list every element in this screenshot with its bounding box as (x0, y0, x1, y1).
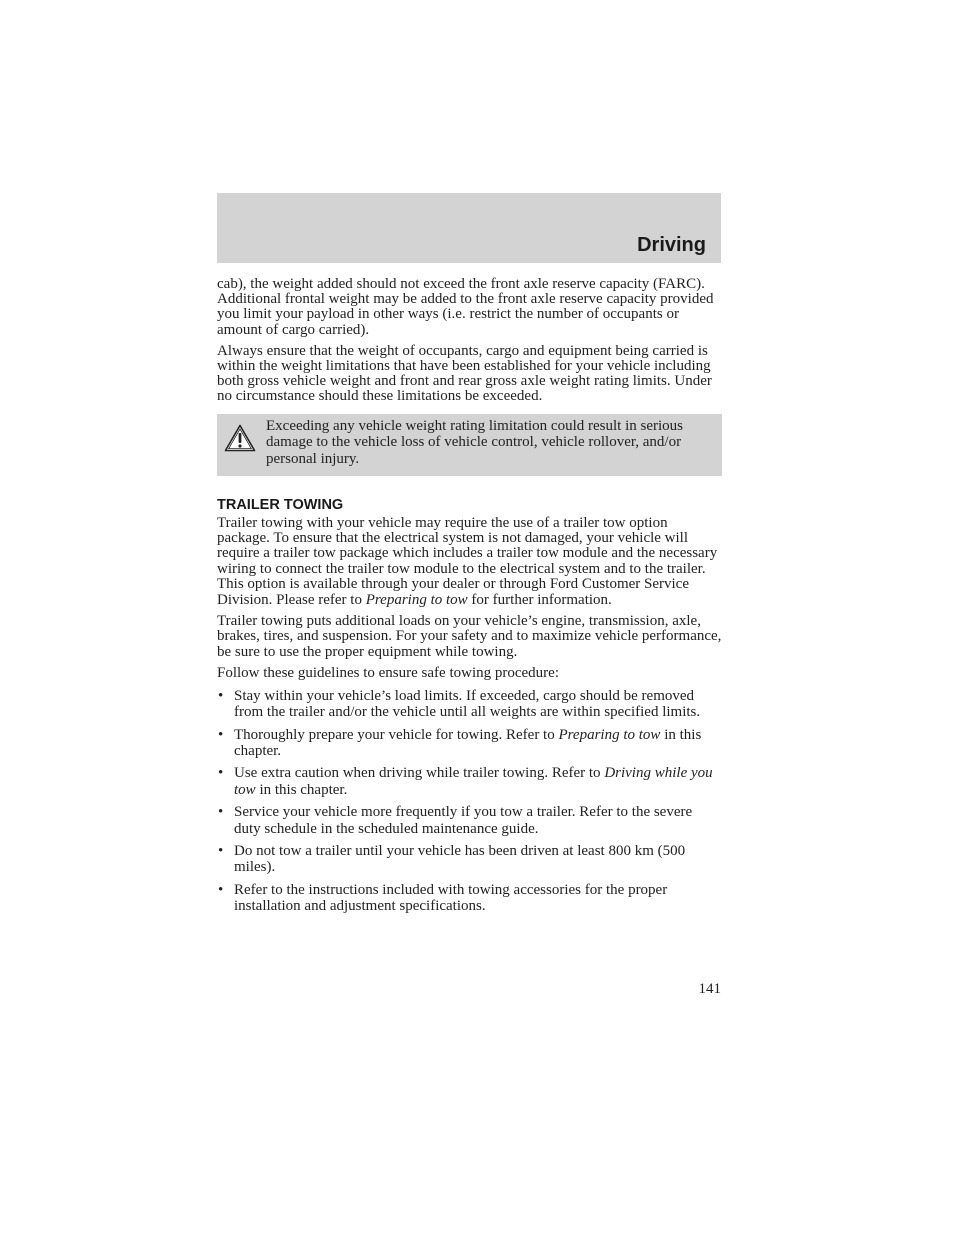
guidelines-list (217, 688, 722, 915)
text-run: Stay within your vehicle’s load limits. If exceeded, cargo should be removed from the trailer and/or the vehicle until all weights are within specified limits. (234, 687, 701, 721)
bullet-icon: • (218, 726, 224, 743)
text-run: Refer to the instructions included with towing accessories for the proper installation and adjustment specifications. (234, 881, 668, 915)
reference-preparing-to-tow: Preparing to tow (365, 591, 468, 608)
bullet-icon: • (218, 765, 224, 782)
section-title: Driving (637, 234, 706, 256)
page-content (217, 277, 722, 921)
list-item (217, 727, 722, 760)
list-item (217, 843, 722, 876)
reference: Preparing to tow (558, 726, 661, 743)
warning-box (217, 414, 722, 476)
bullet-icon: • (218, 842, 224, 859)
paragraph-farc: cab), the weight added should not exceed the front axle reserve capacity (FARC). Additional frontal weight may be added to the front axle reserve capacity provided you limit your payload in other ways (i.e. restrict the number of occupants or amount of cargo carried). (217, 276, 714, 338)
paragraph-guidelines-intro: Follow these guidelines to ensure safe towing procedure: (217, 665, 559, 682)
page-number: 141 (698, 981, 721, 997)
bullet-icon: • (218, 804, 224, 821)
warning-text: Exceeding any vehicle weight rating limitation could result in serious damage to the vehicle loss of vehicle control, vehicle rollover, and/or personal injury. (266, 417, 683, 467)
paragraph-additional-loads: Trailer towing puts additional loads on your vehicle’s engine, transmission, axle, brakes, tires, and suspension. For your safety and to maximize vehicle performance, be sure to use the proper equipment while towing. (217, 613, 722, 660)
text-run: Thoroughly prepare your vehicle for towing. Refer to (234, 726, 559, 743)
reference: Driving while you tow (234, 765, 713, 798)
bullet-icon: • (218, 687, 224, 704)
text-run: Do not tow a trailer until your vehicle has been driven at least 800 km (500 miles). (234, 842, 686, 876)
list-item (217, 765, 722, 798)
list-item (217, 688, 722, 721)
paragraph-trailer-tow-package (217, 516, 722, 608)
bullet-icon: • (218, 881, 224, 898)
text-run: Use extra caution when driving while trailer towing. Refer to (234, 765, 605, 782)
warning-triangle-icon (224, 424, 256, 452)
text-run: for further information. (467, 591, 612, 608)
text-run: in this chapter. (255, 781, 348, 798)
section-header-band (217, 193, 721, 263)
list-item (217, 882, 722, 915)
text-run: Service your vehicle more frequently if you tow a trailer. Refer to the severe duty schedule in the scheduled maintenance guide. (234, 804, 693, 837)
section-heading-trailer-towing: TRAILER TOWING (217, 496, 344, 513)
text-run: Trailer towing with your vehicle may require the use of a trailer tow option package. To ensure that the electrical system is not damaged, your vehicle will require a trailer tow package which includes a trailer tow module and the necessary wiring to connect the trailer tow module to the electrical system and to the trailer. This option is available through your dealer or through Ford Customer Service Division. Please refer to (217, 514, 718, 608)
paragraph-weight-limits: Always ensure that the weight of occupants, cargo and equipment being carried is within the weight limitations that have been established for your vehicle including both gross vehicle weight and front and rear gross axle weight rating limits. Under no circumstance should these limitations be exceeded. (217, 342, 712, 405)
list-item (217, 804, 722, 837)
text-run: in this chapter. (234, 726, 702, 759)
